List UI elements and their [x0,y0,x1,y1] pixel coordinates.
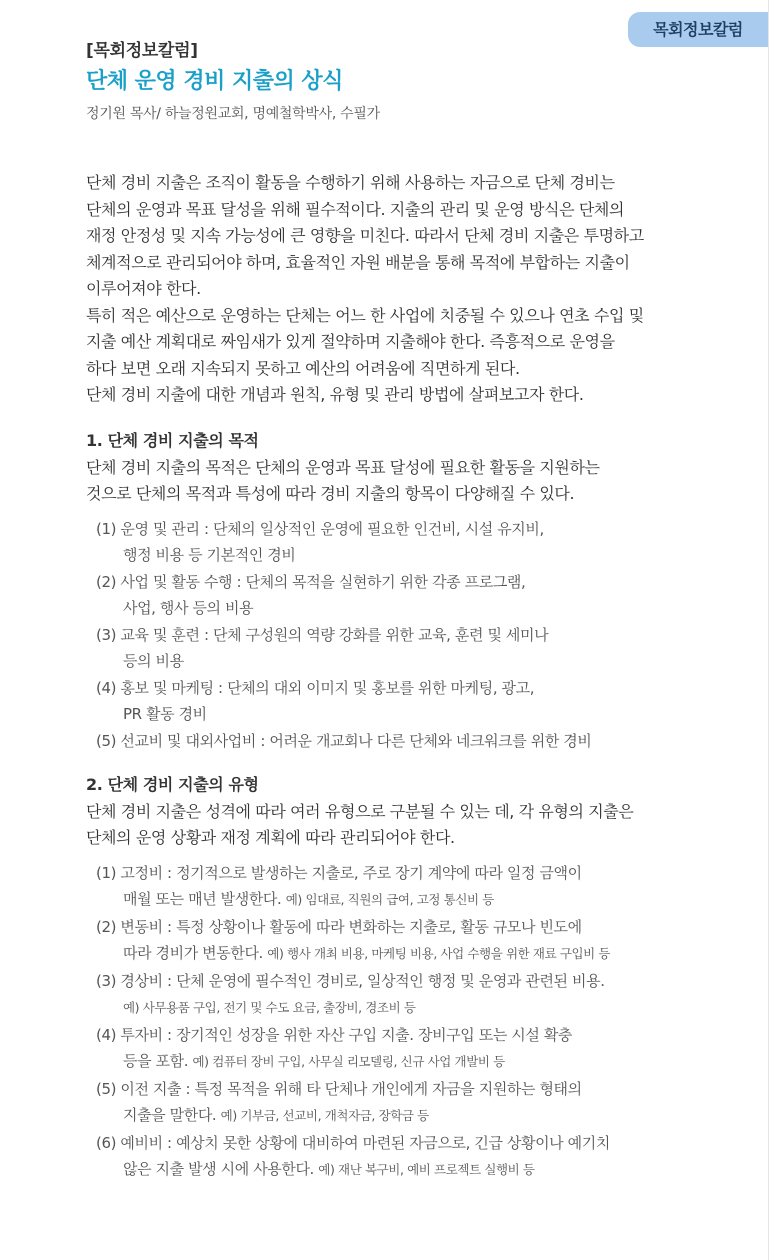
list-item [96,728,696,755]
intro-line: 단체 경비 지출에 대한 개념과 원칙, 유형 및 관리 방법에 살펴보고자 한다. [86,385,584,404]
types-list [86,860,696,1184]
section-intro [86,455,696,508]
intro-line: 지출 예산 계획대로 짜임새가 있게 절약하며 지출해야 한다. 즉흥적으로 운영을 [86,332,615,351]
intro-line: 단체의 운영과 목표 달성을 위해 필수적이다. 지출의 관리 및 운영 방식은 단체의 [86,199,625,219]
section-heading: 1. 단체 경비 지출의 목적 [86,431,259,450]
category-tag[interactable]: 목회정보칼럼 [628,12,768,47]
list-item [96,1076,696,1130]
section-heading: 2. 단체 경비 지출의 유형 [86,775,259,794]
item-example: 예) 재난 복구비, 예비 프로젝트 실행비 등 [318,1162,535,1177]
author-byline: 정기원 목사/ 하늘정원교회, 명예철학박사, 수필가 [86,106,380,122]
intro-line: 하다 보면 오래 지속되지 못하고 예산의 어려움에 직면하게 된다. [86,358,520,378]
item-line: (3) 교육 및 훈련 : 단체 구성원의 역량 강화를 위한 교육, 훈련 및 세미나 [96,625,549,644]
section-intro-line: 단체 경비 지출의 목적은 단체의 운영과 목표 달성에 필요한 활동을 지원하는 [86,457,600,477]
list-item [96,1022,696,1076]
section-types [86,772,696,1184]
item-example: 예) 임대료, 직원의 급여, 고정 통신비 등 [285,892,494,907]
section-purpose [86,428,696,754]
article-title: 단체 운영 경비 지출의 상식 [86,69,343,94]
item-line: (1) 고정비 : 정기적으로 발생하는 지출로, 주로 장기 계약에 따라 일정 금액이 [96,863,582,882]
section-intro-line: 단체 경비 지출은 성격에 따라 여러 유형으로 구분될 수 있는 데, 각 유형의 지출은 [86,801,634,821]
item-line-continued: 행정 비용 등 기본적인 경비 [123,546,296,564]
item-line: (2) 변동비 : 특정 상황이나 활동에 따라 변화하는 지출로, 활동 규모나 빈도에 [96,917,582,936]
item-example: 예) 사무용품 구입, 전기 및 수도 요금, 출장비, 경조비 등 [123,1000,416,1015]
item-text: 등을 포함. [123,1052,189,1070]
column-label: [목회정보칼럼] [86,41,198,61]
section-intro-line: 것으로 단체의 목적과 특성에 따라 경비 지출의 항목이 다양해질 수 있다. [86,484,575,503]
intro-line: 재정 안정성 및 지속 가능성에 큰 영향을 미친다. 따라서 단체 경비 지출은 투명하고 [86,226,644,245]
list-item [96,968,696,1022]
item-line-continued [96,1048,696,1076]
item-line: (5) 선교비 및 대외사업비 : 어려운 개교회나 다른 단체와 네크워크를 위한 경비 [96,731,592,750]
list-item [96,675,696,728]
item-text: 지출을 말한다. [123,1106,217,1124]
item-line-continued: 등의 비용 [123,652,184,670]
item-text: 않은 지출 발생 시에 사용한다. [123,1160,314,1178]
intro-line: 특히 적은 예산으로 운영하는 단체는 어느 한 사업에 치중될 수 있으나 연초 수입 및 [86,305,644,325]
list-item [96,516,696,569]
intro-line: 단체 경비 지출은 조직이 활동을 수행하기 위해 사용하는 자금으로 단체 경비는 [86,173,615,192]
intro-line: 이루어져야 한다. [86,279,201,298]
item-line: (3) 경상비 : 단체 운영에 필수적인 경비로, 일상적인 행정 및 운영과 관련된 비용. [96,971,605,990]
item-example: 예) 행사 개최 비용, 마케팅 비용, 사업 수행을 위한 재료 구입비 등 [267,946,611,961]
intro-line: 체계적으로 관리되어야 하며, 효율적인 자원 배분을 통해 목적에 부합하는 지출이 [86,252,630,272]
section-intro [86,799,696,852]
item-text: 따라 경비가 변동한다. [123,944,263,962]
item-example: 예) 기부금, 선교비, 개척자금, 장학금 등 [220,1108,429,1123]
page-edge-line [768,0,769,1260]
intro-paragraph [86,170,686,409]
section-intro-line: 단체의 운영 상황과 재정 계획에 따라 관리되어야 한다. [86,828,455,847]
item-example: 예) 컴퓨터 장비 구입, 사무실 리모델링, 신규 사업 개발비 등 [192,1054,505,1069]
item-line: (2) 사업 및 활동 수행 : 단체의 목적을 실현하기 위한 각종 프로그램, [96,572,526,591]
item-line-continued [96,1156,696,1184]
list-item [96,914,696,968]
list-item [96,1130,696,1184]
item-line-continued: 사업, 행사 등의 비용 [123,599,254,617]
item-line: (4) 홍보 및 마케팅 : 단체의 대외 이미지 및 홍보를 위한 마케팅, 광고, [96,678,535,697]
item-line: (6) 예비비 : 예상치 못한 상황에 대비하여 마련된 자금으로, 긴급 상황이나 예기치 [96,1133,610,1152]
item-text: 매월 또는 매년 발생한다. [123,890,282,908]
list-item [96,622,696,675]
item-line: (4) 투자비 : 장기적인 성장을 위한 자산 구입 지출. 장비구입 또는 시설 확충 [96,1025,573,1044]
item-line: (5) 이전 지출 : 특정 목적을 위해 타 단체나 개인에게 자금을 지원하는 형태의 [96,1079,582,1098]
item-line: (1) 운영 및 관리 : 단체의 일상적인 운영에 필요한 인건비, 시설 유지비, [96,519,544,538]
list-item [96,860,696,914]
list-item [96,569,696,622]
purpose-list [86,516,696,755]
item-line-continued [96,940,696,968]
item-line-continued [96,1102,696,1130]
item-line-continued [96,994,696,1022]
item-line-continued: PR 활동 경비 [123,705,207,723]
item-line-continued [96,886,696,914]
